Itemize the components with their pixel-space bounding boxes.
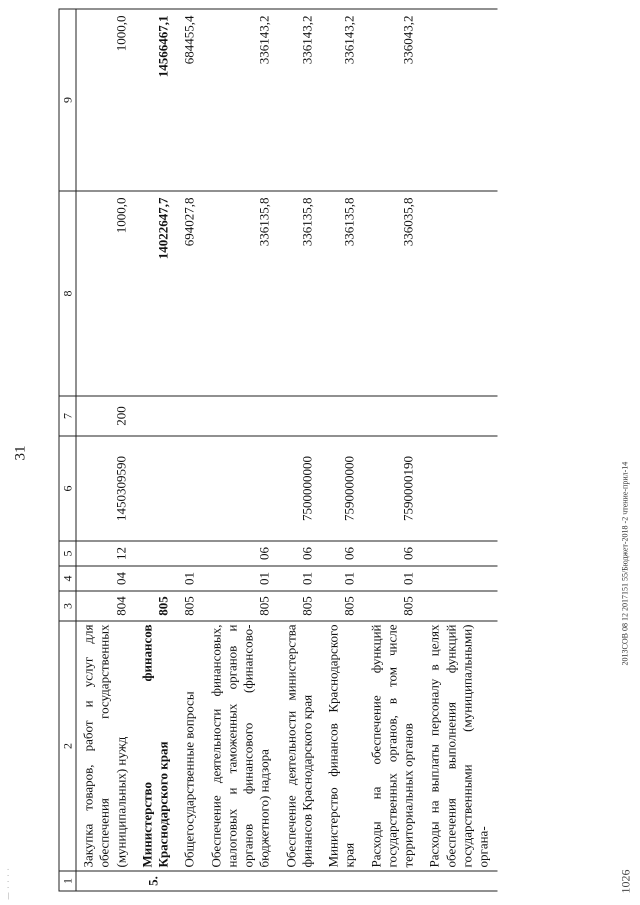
table-row — [321, 9, 364, 891]
column-header: 8 — [59, 191, 76, 396]
code-cell: 805 — [135, 591, 178, 621]
item-name-cell: Обеспечение деятельности министерства финансов Краснодарского края — [279, 621, 322, 871]
column-header: 4 — [59, 566, 76, 591]
expense-type-cell — [279, 396, 322, 436]
code-cell: 805 — [204, 591, 279, 621]
code-cell — [422, 591, 497, 621]
amount-2019-cell: 336135,8 — [204, 191, 279, 396]
table-row — [364, 9, 423, 891]
amount-2019-cell: 1000,0 — [76, 191, 135, 396]
item-name-cell: Расходы на обеспечение функций государственных органов, в том числе территориальных органов — [364, 621, 423, 871]
amount-2020-cell: 684455,4 — [177, 9, 203, 191]
scan-mark: — · · · · — [4, 866, 12, 899]
table-row — [76, 9, 135, 891]
section-cell: 01 — [204, 566, 279, 591]
expense-type-cell — [321, 396, 364, 436]
item-name-cell: Закупка товаров, работ и услуг для обеспечения государственных (муниципальных) нужд — [76, 621, 135, 871]
subsection-cell: 12 — [76, 541, 135, 566]
amount-2020-cell — [422, 9, 497, 191]
section-cell: 01 — [321, 566, 364, 591]
amount-2019-cell: 336035,8 — [364, 191, 423, 396]
section-cell: 04 — [76, 566, 135, 591]
amount-2019-cell: 336135,8 — [279, 191, 322, 396]
item-name-cell: Министерство финансов Краснодарского края — [135, 621, 178, 871]
amount-2019-cell — [422, 191, 497, 396]
code-cell: 805 — [321, 591, 364, 621]
table-row — [135, 9, 178, 891]
expense-type-cell: 200 — [76, 396, 135, 436]
column-header: 7 — [59, 396, 76, 436]
subsection-cell — [177, 541, 203, 566]
amount-2020-cell: 14566467,1 — [135, 9, 178, 191]
amount-2019-cell: 694027,8 — [177, 191, 203, 396]
subsection-cell: 06 — [321, 541, 364, 566]
target-article-cell — [422, 436, 497, 541]
footer-stamp: 2013COB 08 12 2017151 55/Бюджет-2018 -2 чтение-прил-14 — [620, 461, 629, 665]
table-row — [279, 9, 322, 891]
expense-type-cell — [364, 396, 423, 436]
column-header: 6 — [59, 436, 76, 541]
table-body — [76, 9, 498, 891]
row-number-cell — [177, 871, 203, 891]
expense-type-cell — [135, 396, 178, 436]
amount-2019-cell: 14022647,7 — [135, 191, 178, 396]
column-header: 2 — [59, 621, 76, 871]
code-cell: 805 — [364, 591, 423, 621]
table-row — [422, 9, 497, 891]
corner-number: 1026 — [618, 869, 632, 893]
item-name-cell: Общегосударственные вопросы — [177, 621, 203, 871]
expense-type-cell — [177, 396, 203, 436]
subsection-cell — [422, 541, 497, 566]
code-cell: 805 — [279, 591, 322, 621]
target-article-cell — [135, 436, 178, 541]
amount-2019-cell: 336135,8 — [321, 191, 364, 396]
target-article-cell — [204, 436, 279, 541]
section-cell: 01 — [279, 566, 322, 591]
page-number: 31 — [12, 445, 28, 460]
amount-2020-cell: 336143,2 — [321, 9, 364, 191]
table-row — [177, 9, 203, 891]
column-header: 9 — [59, 9, 76, 191]
table-row — [204, 9, 279, 891]
row-number-cell — [422, 871, 497, 891]
row-number-cell — [279, 871, 322, 891]
section-cell — [422, 566, 497, 591]
row-number-cell — [76, 871, 135, 891]
section-cell: 01 — [177, 566, 203, 591]
target-article-cell: 1450309590 — [76, 436, 135, 541]
row-number-cell: 5. — [135, 871, 178, 891]
item-name-cell: Обеспечение деятельности финансовых, налоговых и таможенных органов и органов финансового (финансово-бюджетного) надзора — [204, 621, 279, 871]
column-header: 3 — [59, 591, 76, 621]
table-header-row — [59, 9, 76, 891]
column-header: 1 — [59, 871, 76, 891]
section-cell — [135, 566, 178, 591]
row-number-cell — [364, 871, 423, 891]
subsection-cell: 06 — [204, 541, 279, 566]
target-article-cell: 7590000190 — [364, 436, 423, 541]
amount-2020-cell: 336043,2 — [364, 9, 423, 191]
code-cell: 804 — [76, 591, 135, 621]
expense-type-cell — [204, 396, 279, 436]
amount-2020-cell: 336143,2 — [279, 9, 322, 191]
item-name-cell: Министерство финансов Краснодарского края — [321, 621, 364, 871]
budget-table — [58, 8, 497, 891]
row-number-cell — [204, 871, 279, 891]
amount-2020-cell: 336143,2 — [204, 9, 279, 191]
section-cell: 01 — [364, 566, 423, 591]
target-article-cell — [177, 436, 203, 541]
amount-2020-cell: 1000,0 — [76, 9, 135, 191]
target-article-cell: 7590000000 — [321, 436, 364, 541]
column-header: 5 — [59, 541, 76, 566]
row-number-cell — [321, 871, 364, 891]
target-article-cell: 7500000000 — [279, 436, 322, 541]
expense-type-cell — [422, 396, 497, 436]
item-name-cell: Расходы на выплаты персоналу в целях обеспечения выполнения функций государственными (муниципальными) органа- — [422, 621, 497, 871]
subsection-cell — [135, 541, 178, 566]
subsection-cell: 06 — [364, 541, 423, 566]
subsection-cell: 06 — [279, 541, 322, 566]
code-cell: 805 — [177, 591, 203, 621]
